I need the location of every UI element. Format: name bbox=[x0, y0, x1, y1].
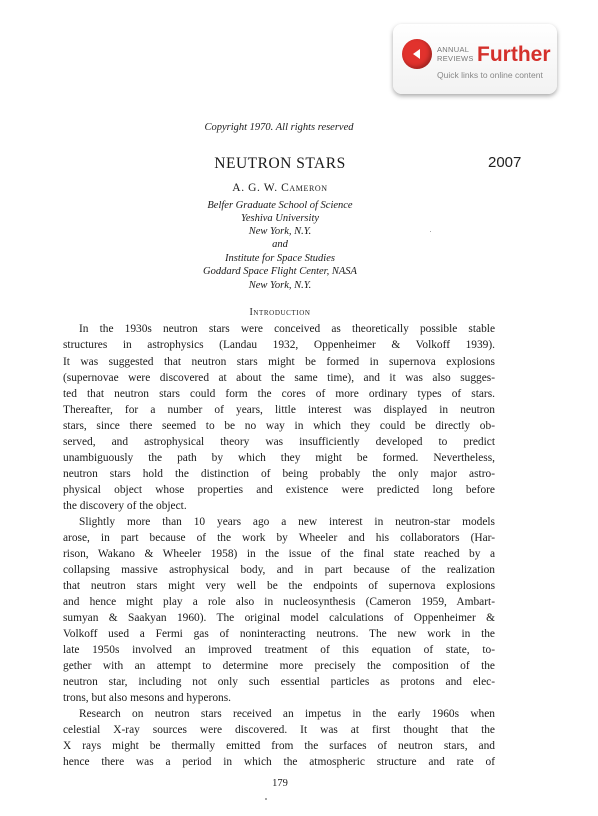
affiliation-line: and bbox=[272, 239, 288, 250]
body-text-line: (supernovae were discovered at about the same time), and it was also sugges- bbox=[63, 372, 495, 384]
body-text-line: the discovery of the object. bbox=[63, 500, 187, 512]
speck-mark bbox=[265, 798, 267, 800]
body-text-line: trons, but also mesons and hyperons. bbox=[63, 692, 231, 704]
copyright-notice: Copyright 1970. All rights reserved bbox=[204, 122, 354, 133]
reviews-label: REVIEWS bbox=[437, 54, 474, 63]
body-text-line: Thereafter, for a number of years, little interest was displayed in neutron bbox=[63, 404, 495, 416]
body-text-line: hence there was a period in which the atmospheric structure and rate of bbox=[63, 756, 495, 768]
body-text-line: Slightly more than 10 years ago a new interest in neutron-star models bbox=[79, 516, 495, 528]
speck-mark bbox=[430, 231, 431, 232]
affiliation-line: Goddard Space Flight Center, NASA bbox=[203, 266, 357, 277]
body-text-line: collapsing massive astrophysical body, and in part because of the realization bbox=[63, 564, 495, 576]
body-text-line: celestial X-ray sources were discovered. It was at first thought that the bbox=[63, 724, 495, 736]
body-text-line: X rays might be thermally emitted from the surfaces of neutron stars, and bbox=[63, 740, 495, 752]
annual-reviews-further-box[interactable] bbox=[393, 24, 557, 94]
page-number: 179 bbox=[272, 778, 288, 789]
left-arrow-icon bbox=[402, 39, 432, 69]
body-text-line: served, and astrophysical theory was insufficiently developed to predict bbox=[63, 436, 495, 448]
article-title: NEUTRON STARS bbox=[214, 155, 346, 172]
body-text-line: ted that neutron stars could form the cores of more ordinary types of stars. bbox=[63, 388, 495, 400]
body-text-line: late 1950s involved an improved treatment of this equation of state, to- bbox=[63, 644, 495, 656]
body-text-line: neutron stars hold the distinction of being probably the only major astro- bbox=[63, 468, 495, 480]
affiliation-line: New York, N.Y. bbox=[248, 280, 312, 291]
body-text-line: neutron star, including not only such essential particles as protons and elec- bbox=[63, 676, 495, 688]
affiliation-line: New York, N.Y. bbox=[248, 226, 312, 237]
body-text-line: physical object whose properties and existence were predicted long before bbox=[63, 484, 495, 496]
affiliation-line: Yeshiva University bbox=[240, 213, 320, 224]
author-name: A. G. W. Cameron bbox=[232, 182, 328, 194]
body-text-line: Research on neutron stars received an impetus in the early 1960s when bbox=[79, 708, 495, 720]
body-text-line: Volkoff used a Fermi gas of noninteracting neutrons. The new work in the bbox=[63, 628, 495, 640]
body-text-line: gether with an attempt to determine more precisely the composition of the bbox=[63, 660, 495, 672]
body-text-line: arose, in part because of the work by Wheeler and his collaborators (Har- bbox=[63, 532, 495, 544]
body-text-line: and hence might play a role also in nucleosynthesis (Cameron 1959, Ambart- bbox=[63, 596, 495, 608]
body-text-line: It was suggested that neutron stars might be formed in supernova explosions bbox=[63, 356, 495, 368]
body-text-line: that neutron stars might very well be the endpoints of supernova explosions bbox=[63, 580, 495, 592]
further-subtitle: Quick links to online content bbox=[437, 70, 543, 80]
body-text-line: In the 1930s neutron stars were conceived as theoretically possible stable bbox=[79, 323, 495, 335]
affiliation-line: Institute for Space Studies bbox=[225, 253, 335, 264]
annual-label: ANNUAL bbox=[437, 45, 470, 54]
body-text-line: rison, Wakano & Wheeler 1958) in the issue of the final state reached by a bbox=[63, 548, 495, 560]
page-code: 2007 bbox=[488, 154, 522, 171]
body-text-line: structures in astrophysics (Landau 1932, Oppenheimer & Volkoff 1939). bbox=[63, 339, 495, 351]
affiliation-line: Belfer Graduate School of Science bbox=[207, 200, 353, 211]
body-text-line: sumyan & Saakyan 1960). The original model calculations of Oppenheimer & bbox=[63, 612, 495, 624]
body-text-line: stars, since there seemed to be no way in which they could be directly ob- bbox=[63, 420, 495, 432]
body-text-line: unambiguously the path by which they might be formed. Nevertheless, bbox=[63, 452, 495, 464]
section-heading: Introduction bbox=[249, 307, 311, 318]
further-title: Further bbox=[477, 43, 551, 66]
